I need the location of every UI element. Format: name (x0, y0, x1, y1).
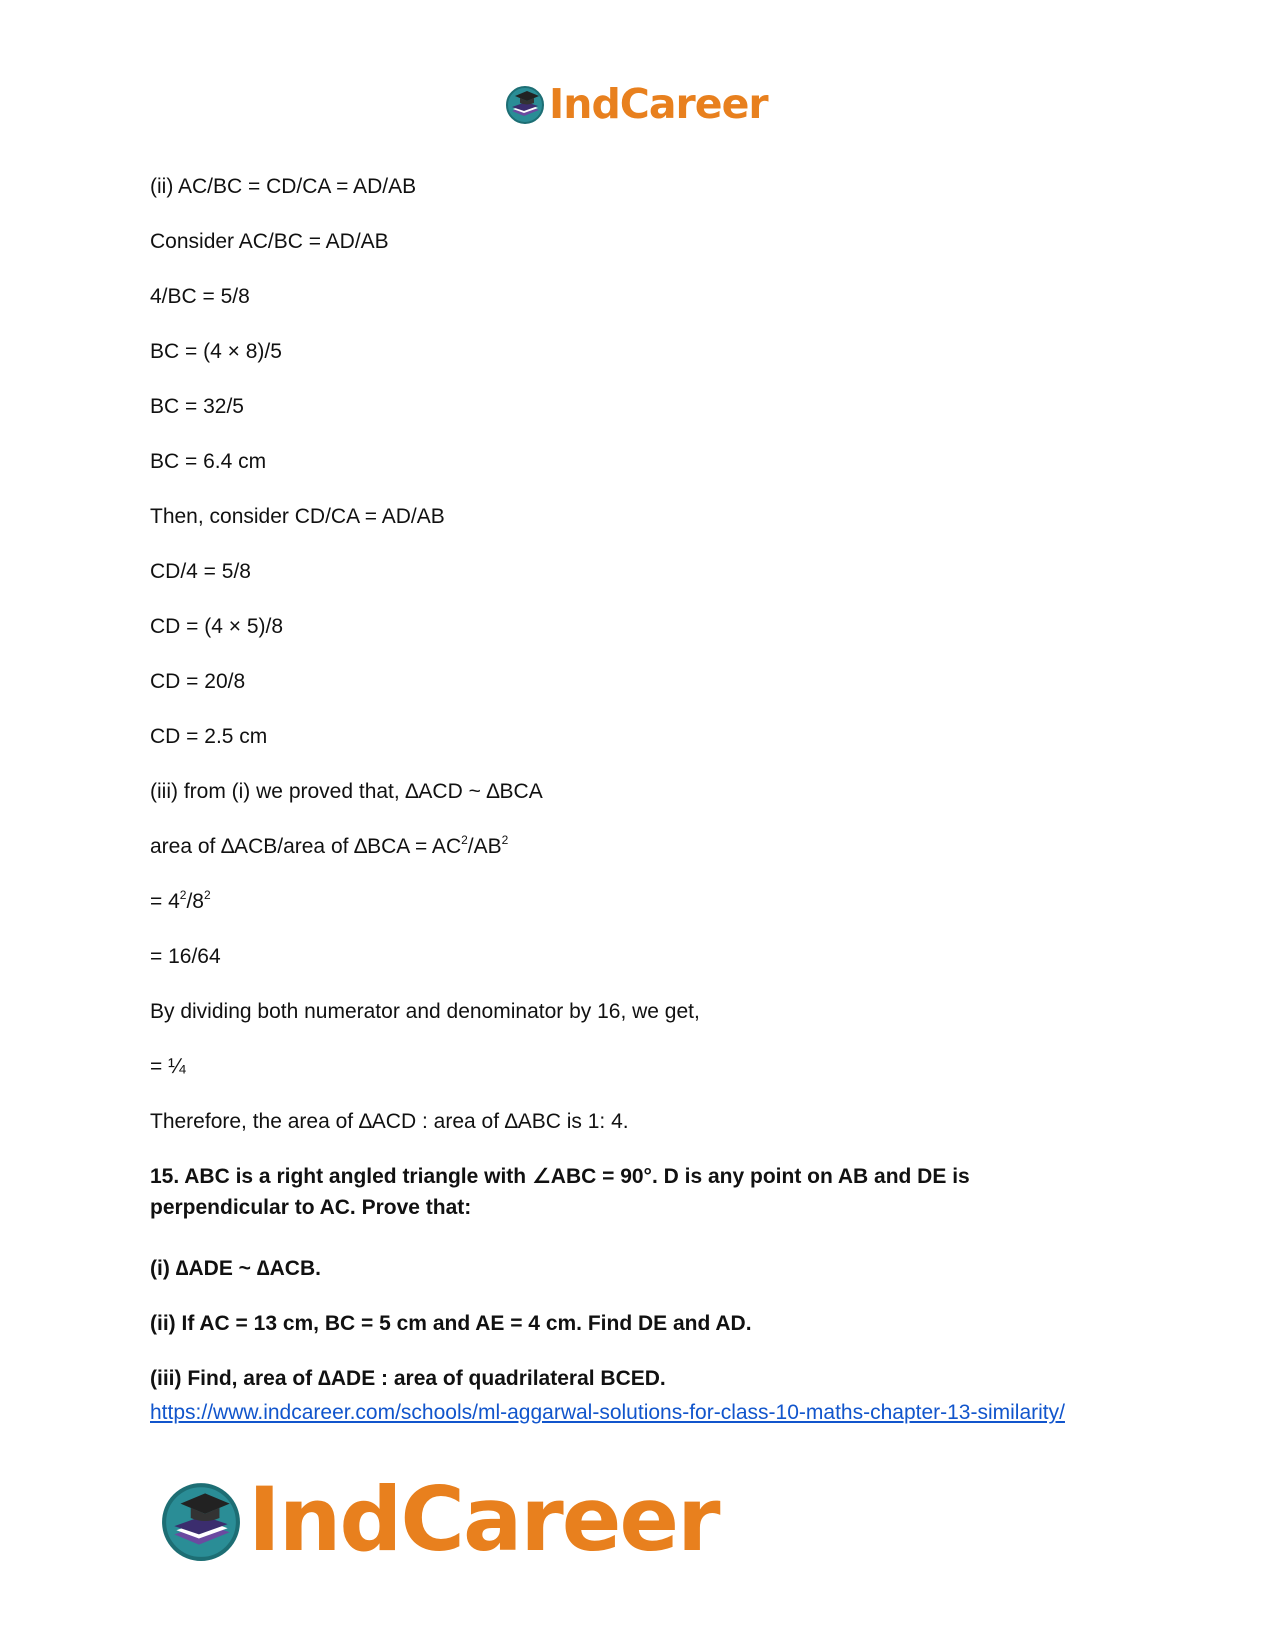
question-part: (ii) If AC = 13 cm, BC = 5 cm and AE = 4 cm. Find DE and AD. (150, 1312, 752, 1335)
footer-logo (160, 1468, 719, 1571)
text-line: (iii) from (i) we proved that, ∆ACD ~ ∆BCA (150, 780, 543, 803)
text-line: Therefore, the area of ∆ACD : area of ∆ABC is 1: 4. (150, 1110, 629, 1133)
text-line: BC = 6.4 cm (150, 450, 267, 473)
text-line: CD/4 = 5/8 (150, 560, 251, 583)
question-heading: 15. ABC is a right angled triangle with ∠ABC = 90°. D is any point on AB and DE is perpendicular to AC. Prove that: (150, 1165, 970, 1219)
graduation-cap-book-globe-icon (160, 1479, 242, 1561)
header-logo (505, 80, 768, 128)
brand-wordmark: IndCareer (248, 1468, 719, 1571)
text-line: BC = 32/5 (150, 395, 244, 418)
text-line: BC = (4 × 8)/5 (150, 340, 282, 363)
question-part: (iii) Find, area of ∆ADE : area of quadrilateral BCED. (150, 1367, 666, 1390)
text-line: Consider AC/BC = AD/AB (150, 230, 389, 253)
text-line: 4/BC = 5/8 (150, 285, 250, 308)
brand-wordmark: IndCareer (549, 80, 768, 128)
text-line: = 16/64 (150, 945, 221, 968)
area-ratio-line: area of ∆ACB/area of $\Delta BCA = AC^2/AB^2$ (150, 833, 509, 858)
text-line: CD = 20/8 (150, 670, 246, 693)
text-line: CD = 2.5 cm (150, 725, 268, 748)
power-line: = $4^2/8^2$ (150, 888, 211, 913)
text-line: CD = (4 × 5)/8 (150, 615, 284, 638)
text-line: Then, consider CD/CA = AD/AB (150, 505, 445, 528)
question-part: (i) ∆ADE ~ ∆ACB. (150, 1257, 321, 1280)
graduation-cap-book-globe-icon (505, 84, 545, 124)
source-link[interactable]: https://www.indcareer.com/schools/ml-aggarwal-solutions-for-class-10-maths-chapter-13-similarity/ (150, 1401, 1065, 1424)
text-line: = ¼ (150, 1055, 186, 1078)
text-line: By dividing both numerator and denominator by 16, we get, (150, 1000, 700, 1023)
text-line: (ii) AC/BC = CD/CA = AD/AB (150, 175, 417, 198)
